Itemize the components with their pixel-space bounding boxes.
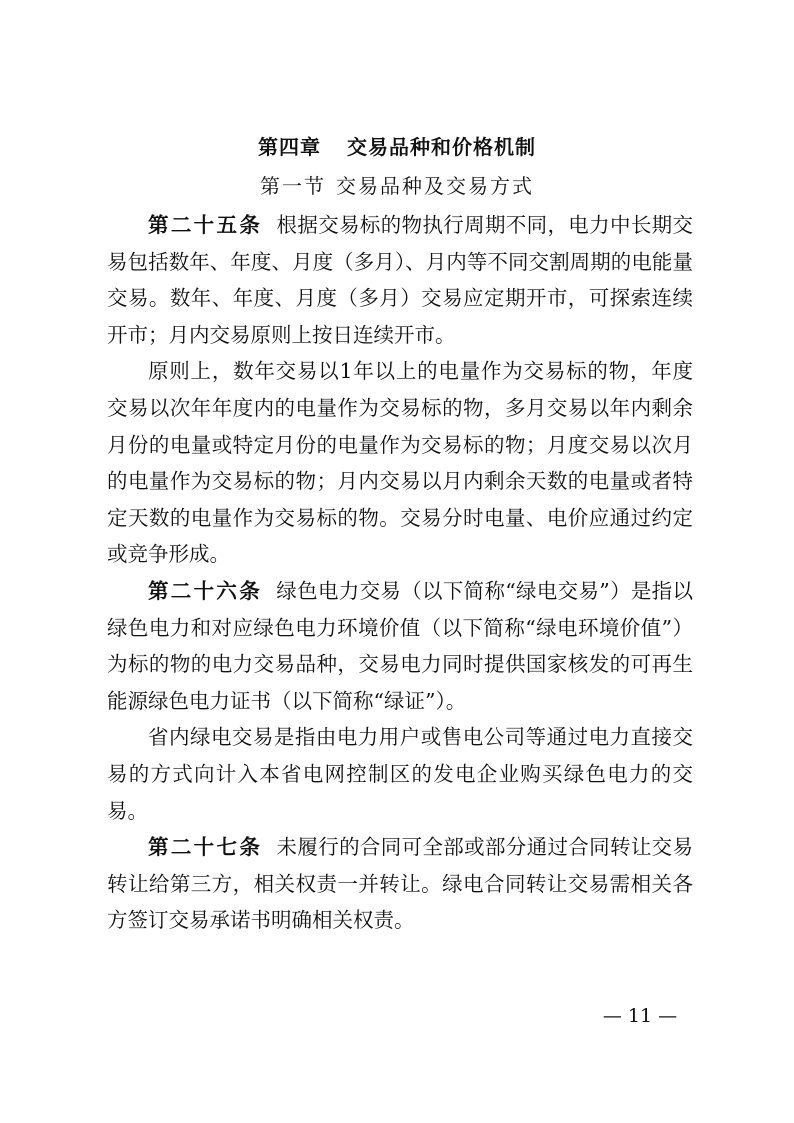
section-number: 第一节 [260, 174, 326, 198]
paragraph-text: 根据交易标的物执行周期不同，电力中长期交易包括数年、年度、月度（多月）、月内等不同交割周期的电能量交易。数年、年度、月度（多月）交易应定期开市，可探索连续开市；月内交易原则上按日连续开市。 [107, 213, 694, 347]
chapter-title [0, 131, 794, 163]
article-label: 第二十六条 [148, 578, 263, 603]
article-label: 第二十七条 [148, 835, 263, 860]
section-name: 交易品种及交易方式 [336, 174, 534, 198]
paragraph-article-25 [107, 207, 693, 353]
document-body [107, 207, 693, 939]
paragraph-article-27 [107, 829, 693, 939]
paragraph-text: 未履行的合同可全部或部分通过合同转让交易转让给第三方，相关权责一并转让。绿电合同转让交易需相关各方签订交易承诺书明确相关权责。 [107, 835, 694, 933]
paragraph-text: 绿色电力交易（以下简称“绿电交易”）是指以绿色电力和对应绿色电力环境价值（以下简称“绿电环境价值”）为标的物的电力交易品种，交易电力同时提供国家核发的可再生能源绿色电力证书（以下简称“绿证”）。 [107, 578, 693, 713]
paragraph-text: 省内绿电交易是指由电力用户或售电公司等通过电力直接交易的方式向计入本省电网控制区的发电企业购买绿色电力的交易。 [107, 725, 693, 823]
article-label: 第二十五条 [148, 213, 263, 237]
paragraph [107, 353, 693, 573]
paragraph [107, 719, 693, 829]
page-number: — 11 — [602, 1005, 678, 1027]
paragraph-text: 原则上，数年交易以1年以上的电量作为交易标的物，年度交易以次年年度内的电量作为交易标的物，多月交易以年内剩余月份的电量或特定月份的电量作为交易标的物；月度交易以次月的电量作为交易标的物；月内交易以月内剩余天数的电量或者特定天数的电量作为交易标的物。交易分时电量、电价应通过约定或竞争形成。 [107, 359, 693, 567]
section-title [0, 170, 794, 202]
paragraph-article-26 [107, 573, 693, 719]
chapter-number: 第四章 [258, 135, 321, 159]
chapter-name: 交易品种和价格机制 [347, 135, 536, 159]
